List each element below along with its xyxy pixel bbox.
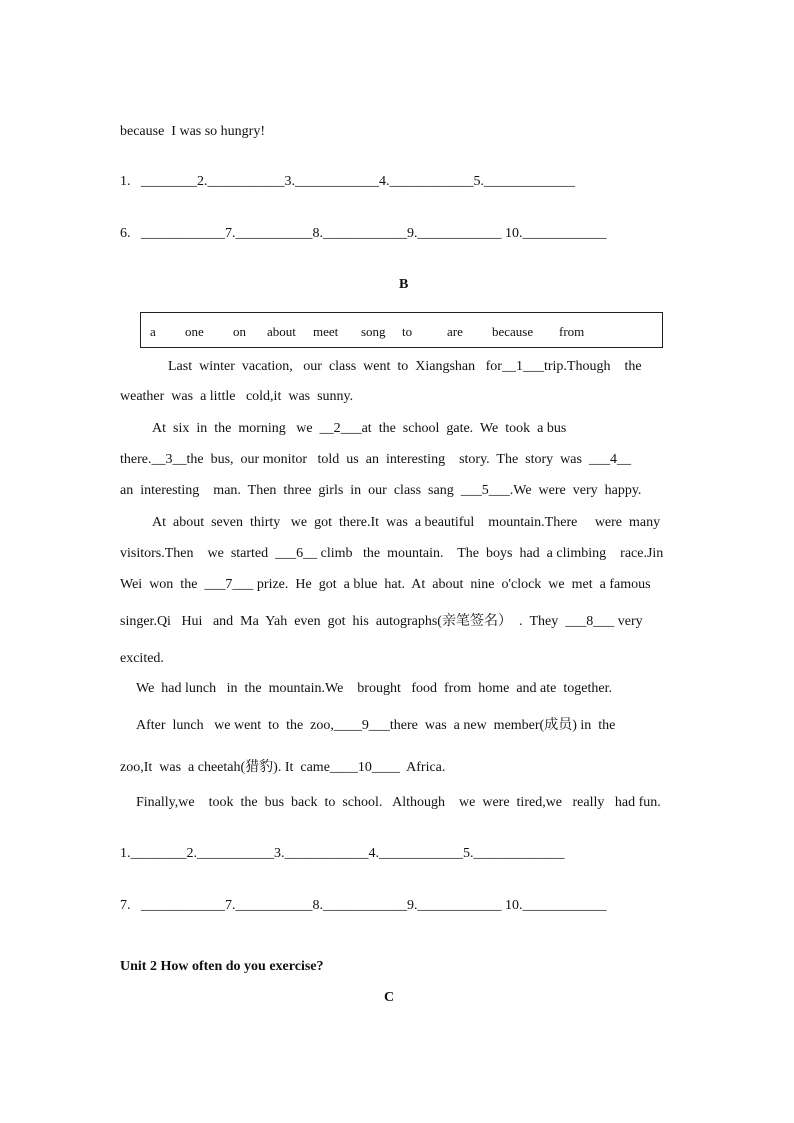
word-bank-item: meet [313, 324, 339, 339]
passage-line: visitors.Then we started ___6__ climb the mountain. The boys had a climbing race.Jin [120, 546, 664, 561]
answer-line-a1: 1. ________2.___________3.____________4.____________5._____________ [120, 174, 575, 189]
top-line: because I was so hungry! [120, 124, 266, 139]
passage-line: an interesting man. Then three girls in our class sang ___5___.We were very happy. [120, 483, 642, 498]
passage-line: Last winter vacation, our class went to Xiangshan for__1___trip.Though the [168, 359, 642, 374]
passage-line: At about seven thirty we got there.It was a beautiful mountain.There were many [152, 515, 661, 530]
passage-line: zoo,It was a cheetah(猎豹). It came____10____ Africa. [120, 760, 446, 775]
word-bank-item: from [559, 324, 585, 339]
passage-line: At six in the morning we __2___at the school gate. We took a bus [152, 421, 567, 436]
passage-line: excited. [120, 651, 164, 666]
answer-line-b2: 7. ____________7.___________8.____________9.____________ 10.____________ [120, 898, 607, 913]
passage-line: weather was a little cold,it was sunny. [120, 389, 354, 404]
section-b-heading: B [399, 277, 409, 292]
word-bank-item: one [185, 324, 204, 339]
section-c-heading: C [384, 990, 395, 1005]
word-bank-item: about [267, 324, 296, 339]
passage-line: singer.Qi Hui and Ma Yah even got his autographs(亲笔签名） . They ___8___ very [120, 614, 643, 629]
word-bank-item: a [150, 324, 156, 339]
unit-title: Unit 2 How often do you exercise? [120, 959, 324, 974]
passage-line: We had lunch in the mountain.We brought food from home and ate together. [136, 681, 612, 696]
passage-line: there.__3__the bus, our monitor told us an interesting story. The story was ___4__ [120, 452, 631, 467]
word-bank-item: song [361, 324, 386, 339]
word-bank-item: on [233, 324, 246, 339]
answer-line-b1: 1.________2.___________3.____________4.____________5._____________ [120, 846, 565, 861]
passage-line: Finally,we took the bus back to school. Although we were tired,we really had fun. [136, 795, 661, 810]
word-bank-box [140, 312, 663, 348]
answer-line-a2: 6. ____________7.___________8.____________9.____________ 10.____________ [120, 226, 607, 241]
passage-line: Wei won the ___7___ prize. He got a blue hat. At about nine o'clock we met a famous [120, 577, 651, 592]
word-bank-item: to [402, 324, 413, 339]
word-bank-item: are [447, 324, 463, 339]
passage-line: After lunch we went to the zoo,____9___there was a new member(成员) in the [136, 718, 616, 733]
word-bank-item: because [492, 324, 534, 339]
